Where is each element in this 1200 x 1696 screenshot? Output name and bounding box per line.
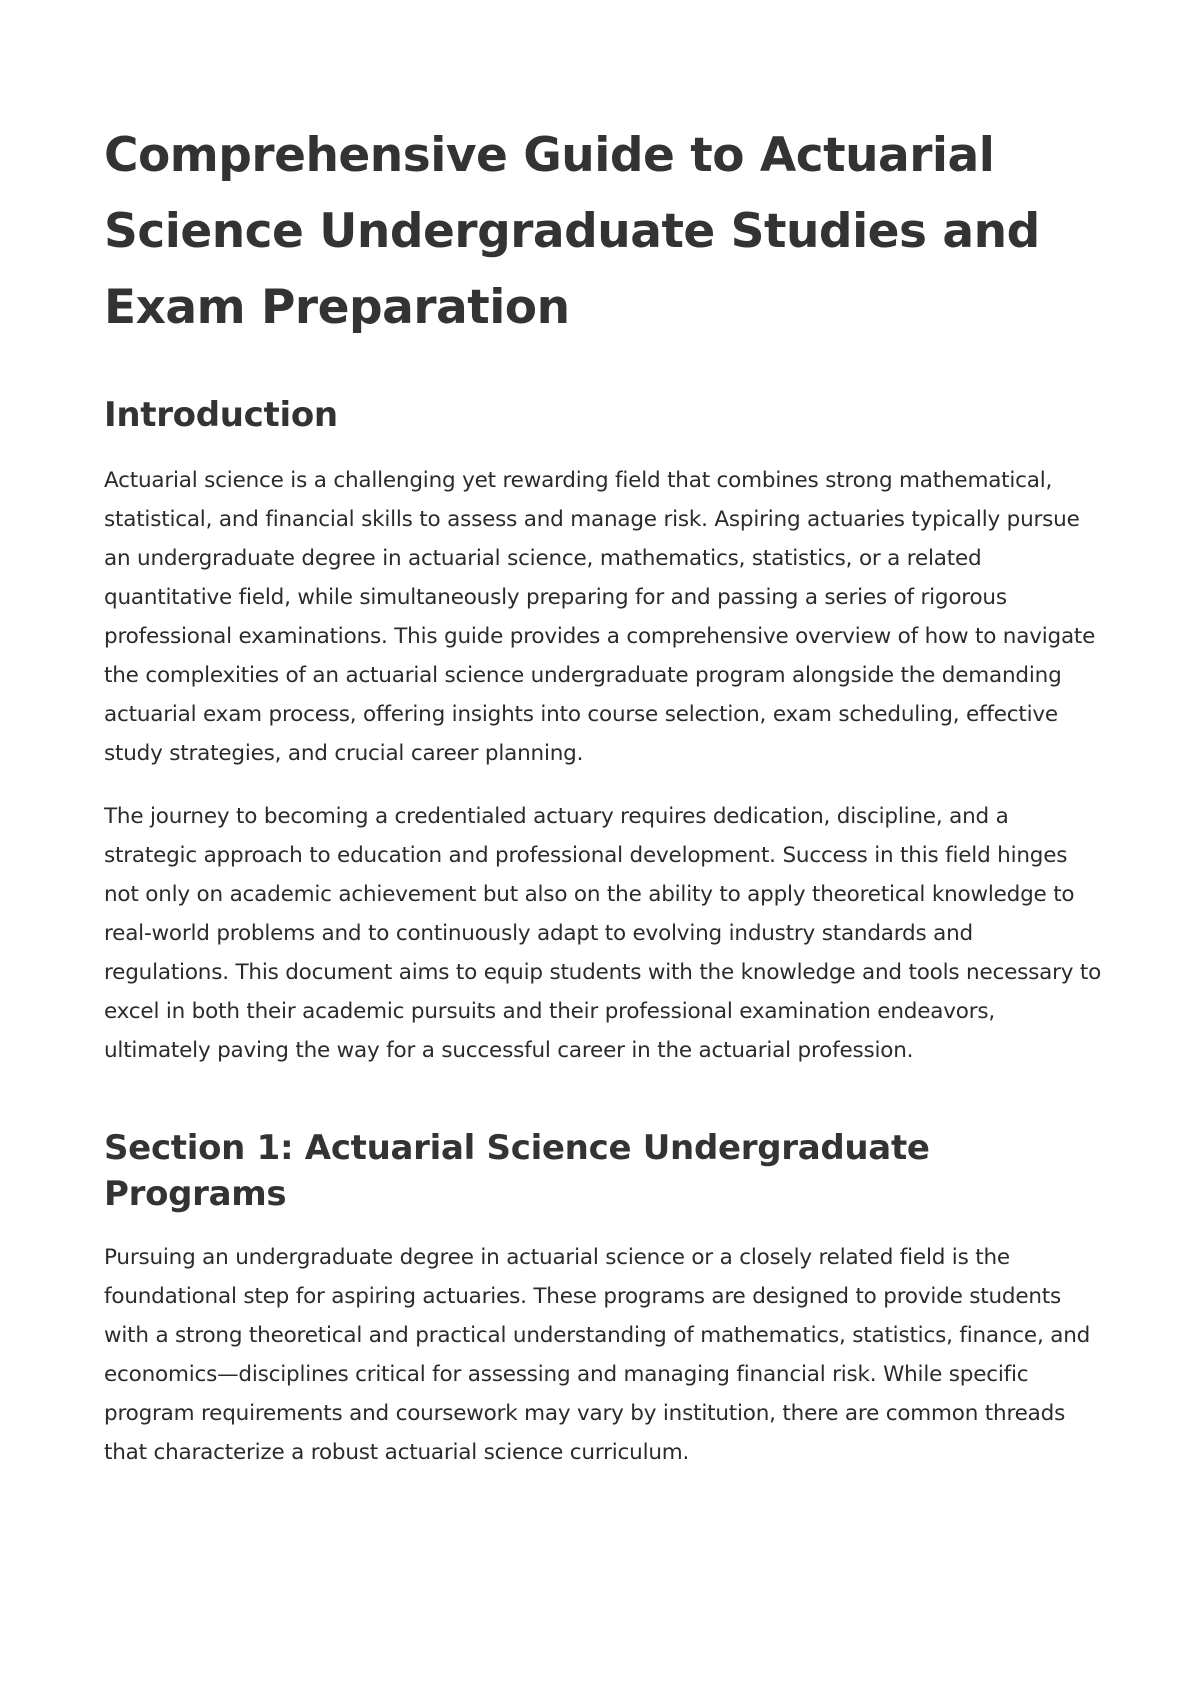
intro-paragraph-2: The journey to becoming a credentialed actuary requires dedication, discipline, and a strategic approach to education and professional development. Success in this field hinges not only on academic achievement but also on the ability to apply theoretical knowledge to real-world problems and to continuously adapt to evolving industry standards and regulations. This document aims to equip students with the knowledge and tools necessary to excel in both their academic pursuits and their professional examination endeavors, ultimately paving the way for a successful career in the actuarial profession.	[104, 804, 1102, 1063]
section-heading-undergraduate-programs: Section 1: Actuarial Science Undergraduate Programs	[104, 1128, 930, 1214]
document-page	[104, 118, 1104, 1472]
intro-paragraph-1: Actuarial science is a challenging yet rewarding field that combines strong mathematical, statistical, and financial skills to assess and manage risk. Aspiring actuaries typically pursue an undergraduate degree in actuarial science, mathematics, statistics, or a related quantitative field, while simultaneously preparing for and passing a series of rigorous professional examinations. This guide provides a comprehensive overview of how to navigate the complexities of an actuarial science undergraduate program alongside the demanding actuarial exam process, offering insights into course selection, exam scheduling, effective study strategies, and crucial career planning.	[104, 468, 1096, 766]
section-1-paragraph-1: Pursuing an undergraduate degree in actuarial science or a closely related field is the foundational step for aspiring actuaries. These programs are designed to provide students with a strong theoretical and practical understanding of mathematics, statistics, finance, and economics—disciplines critical for assessing and managing financial risk. While specific program requirements and coursework may vary by institution, there are common threads that characterize a robust actuarial science curriculum.	[104, 1245, 1091, 1465]
document-title: Comprehensive Guide to Actuarial Science Undergraduate Studies and Exam Preparation	[104, 128, 1040, 335]
section-heading-introduction: Introduction	[104, 395, 338, 435]
